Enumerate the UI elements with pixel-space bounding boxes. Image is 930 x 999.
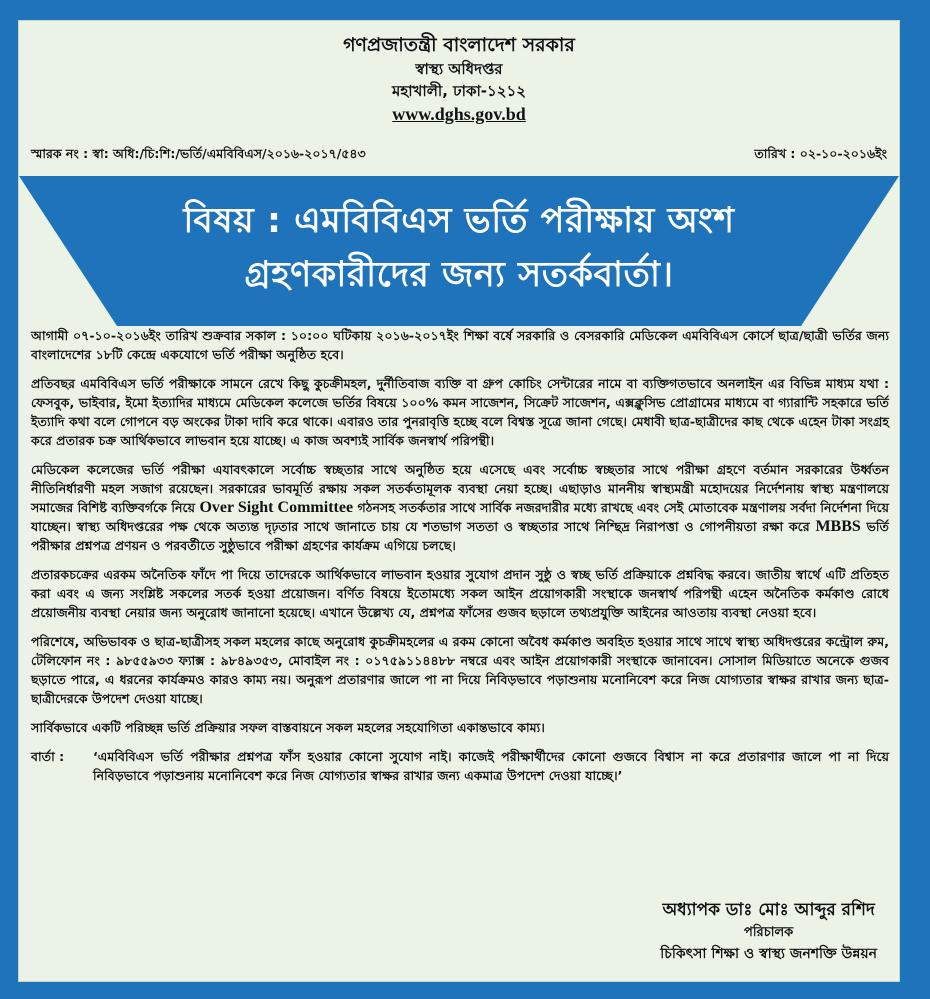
memo-number: স্মারক নং : স্বা: অধি:/চি:শি:/ভর্তি/এমবিবিএস/২০১৬-২০১৭/৫৪৩ bbox=[31, 146, 366, 161]
mbbs-text: MBBS bbox=[815, 518, 861, 535]
message-text: ‘এমবিবিএস ভর্তি পরীক্ষার প্রশ্নপত্র ফাঁস হওয়ার কোনো সুযোগ নাই। কাজেই পরীক্ষার্থীদের কোনো গুজবে বিশ্বাস না করে প্রতারণার জালে পা না দিয়ে নিবিড়ভাবে পড়াশুনায় মনোনিবেশ করে নিজ যোগ্যতার স্বাক্ষর রাখার জন্য একমাত্র উপদেশ দেওয়া যাচ্ছে।’ bbox=[93, 749, 889, 783]
paragraph-fraud-warning: প্রতিবছর এমবিবিএস ভর্তি পরীক্ষাকে সামনে রেখে কিছু কুচক্রীমহল, দুর্নীতিবাজ ব্যক্তি বা গ্রুপ কোচিং সেন্টারের নামে বা ব্যক্তিগতভাবে অনলাইন এর বিভিন্ন মাধ্যম যথা : ফেসবুক, ভাইবার, ইমো ইত্যাদির মাধ্যমে মেডিকেল কলেজে ভর্তির বিষয়ে ১০০% কমন সাজেশন, সিক্রেট সাজেশন, এক্সক্লুসিভ প্রোগ্রামের মাধ্যমে বা গ্যারান্টি সহকারে ভর্তি ইত্যাদি কথা বলে গোপনে বড় অংকের টাকা দাবি করে থাকে। এবারও তার পুনরাবৃত্তি হচ্ছে বলে বিশ্বস্ত সূত্রে জানা গেছে। মেধাবী ছাত্র-ছাত্রীদের কাছ থেকে এহেন টাকা সংগ্রহ করে প্রতারক চক্র আর্থিকভাবে লাভবান হয়ে যাচ্ছে। এ কাজ অবশ্যই সার্বিক জনস্বার্থ পরিপন্থী। bbox=[31, 376, 889, 448]
website-link[interactable]: www.dghs.gov.bd bbox=[392, 104, 526, 124]
notice-paper bbox=[18, 20, 900, 982]
paragraph-transparency bbox=[31, 460, 889, 555]
subject-banner bbox=[19, 176, 899, 326]
subject-line-2: গ্রহণকারীদের জন্য সতর্কবার্তা। bbox=[244, 255, 674, 295]
signature-block bbox=[660, 897, 877, 965]
paragraph-transparency-part-1: মেডিকেল কলেজের ভর্তি পরীক্ষা এযাবৎকালে সর্বোচ্চ স্বচ্ছতার সাথে অনুষ্ঠিত হয়ে এসেছে এবং সর্বোচ্চ স্বচ্ছতার সাথে পরীক্ষা গ্রহণে বর্তমান সরকারের উর্ধ্বতন নীতিনির্ধারণী মহল সজাগ রয়েছেন। সরকারের ভাবমূর্তি রক্ষায় সকল সতর্কতামূলক ব্যবস্থা নেয়া হচ্ছে। এছাড়াও মাননীয় স্বাস্থ্যমন্ত্রী মহোদয়ের নির্দেশনায় স্বাস্থ্য মন্ত্রণালয়ে সমাজের বিশিষ্ট ব্যক্তিবর্গকে নিয়ে bbox=[31, 462, 889, 515]
signatory-role: পরিচালক bbox=[744, 925, 794, 940]
signatory-department: চিকিৎসা শিক্ষা ও স্বাস্থ্য জনশক্তি উন্নয়ন bbox=[660, 946, 877, 962]
subject-text bbox=[19, 194, 899, 302]
paragraph-law-enforcement: প্রতারকচক্রের এরকম অনৈতিক ফাঁদে পা দিয়ে তাদেরকে আর্থিকভাবে লাভবান হওয়ার সুযোগ প্রদান সুষ্ঠু ও স্বচ্ছ ভর্তি প্রক্রিয়াকে প্রশ্নবিদ্ধ করবে। জাতীয় স্বার্থে এটি প্রতিহত করা এবং এ জন্য সংশ্লিষ্ট সকলের সতর্ক হওয়া প্রয়োজন। বর্ণিত বিষয়ে ইতোমধ্যে সকল আইন প্রয়োগকারী সংস্থাকে জনস্বার্থ পরিপন্থী এহেন অনৈতিক কর্মকাণ্ড রোধে প্রয়োজনীয় ব্যবস্থা নেয়ার জন্য অনুরোধ জানানো হয়েছে। এখানে উল্লেখ্য যে, প্রশ্নপত্র ফাঁসের গুজব ছড়ালে তথ্যপ্রযুক্তি আইনের আওতায় ব্যবস্থা নেওয়া হবে। bbox=[31, 567, 889, 620]
message-block bbox=[31, 747, 889, 785]
committee-name: Over Sight Committee bbox=[199, 499, 354, 516]
notice-date: তারিখ : ০২-১০-২০১৬ইং bbox=[754, 146, 887, 161]
signatory-name: অধ্যাপক ডাঃ মোঃ আব্দুর রশিদ bbox=[662, 900, 875, 920]
paragraph-contact: পরিশেষে, অভিভাবক ও ছাত্র-ছাত্রীসহ সকল মহলের কাছে অনুরোধ কুচক্রীমহলের এ রকম কোনো অবৈধ কর্মকাণ্ড অবহিত হওয়ার সাথে সাথে স্বাস্থ্য অধিদপ্তরের কন্ট্রোল রুম, টেলিফোন নং : ৯৮৫৫৯৩৩ ফ্যাক্স : ৯৮৪৯৩৫৩, মোবাইল নং : ০১৭৫৯১১৪৪৮৮ নম্বরে এবং আইন প্রয়োগকারী সংস্থাকে জানাবেন। সোসাল মিডিয়াতে অনেকে গুজব ছড়াতে পারে, এ ধরনের কার্যক্রমও কারও কাম্য নয়। অনুরূপ প্রতারণার জালে পা না দিয়ে নিবিড়ভাবে পড়াশুনায় মনোনিবেশ করে নিজ যোগ্যতার স্বাক্ষর রাখার জন্য ছাত্র-ছাত্রীদেরকে উপদেশ দেওয়া যাচ্ছে। bbox=[31, 634, 889, 706]
paragraph-exam-date: আগামী ০৭-১০-২০১৬ইং তারিখ শুক্রবার সকাল : ১০:০০ ঘটিকায় ২০১৬-২০১৭ইং শিক্ষা বর্ষে সরকারি ও বেসরকারি মেডিকেল এমবিবিএস কোর্সে ছাত্র/ছাত্রী ভর্তির জন্য বাংলাদেশের ১৮টি কেন্দ্রে একযোগে ভর্তি পরীক্ষা অনুষ্ঠিত হবে। bbox=[31, 328, 889, 362]
paragraph-cooperation: সার্বিকভাবে একটি পরিচ্ছন্ন ভর্তি প্রক্রিয়ার সফল বাস্তবায়নে সকল মহলের সহযোগিতা একান্তভাবে কাম্য। bbox=[31, 720, 545, 735]
message-label: বার্তা : bbox=[31, 749, 65, 764]
reference-line bbox=[31, 146, 887, 166]
department-name: স্বাস্থ্য অধিদপ্তর bbox=[415, 60, 503, 78]
notice-body bbox=[31, 326, 889, 785]
paragraph-transparency-part-3: ভর্তি পরীক্ষার প্রশ্নপত্র প্রণয়ন ও পরবর্তীতে সুষ্ঠুভাবে পরীক্ষা গ্রহণের কার্যক্রম এগিয়ে চলছে। bbox=[31, 519, 889, 553]
subject-line-1: বিষয় : এমবিবিএস ভর্তি পরীক্ষায় অংশ bbox=[183, 201, 735, 241]
letterhead bbox=[19, 33, 899, 126]
address: মহাখালী, ঢাকা-১২১২ bbox=[391, 82, 527, 100]
paragraph-transparency-part-2: গঠনসহ সতর্কতার সাথে সার্বিক নজরদারীর মধ্যে রাখছে এবং সেই মোতাবেক মন্ত্রণালয় সর্বদা নির্দেশনা দিয়ে যাচ্ছেন। স্বাস্থ্য অধিদপ্তরের পক্ষ থেকে অত্যন্ত দৃঢ়তার সাথে জানাতে চায় যে শতভাগ সততা ও স্বচ্ছতার সাথে নিশ্ছিদ্র নিরাপত্তা ও গোপনীয়তা রক্ষা করে bbox=[31, 500, 889, 534]
government-name: গণপ্রজাতন্ত্রী বাংলাদেশ সরকার bbox=[343, 34, 575, 56]
